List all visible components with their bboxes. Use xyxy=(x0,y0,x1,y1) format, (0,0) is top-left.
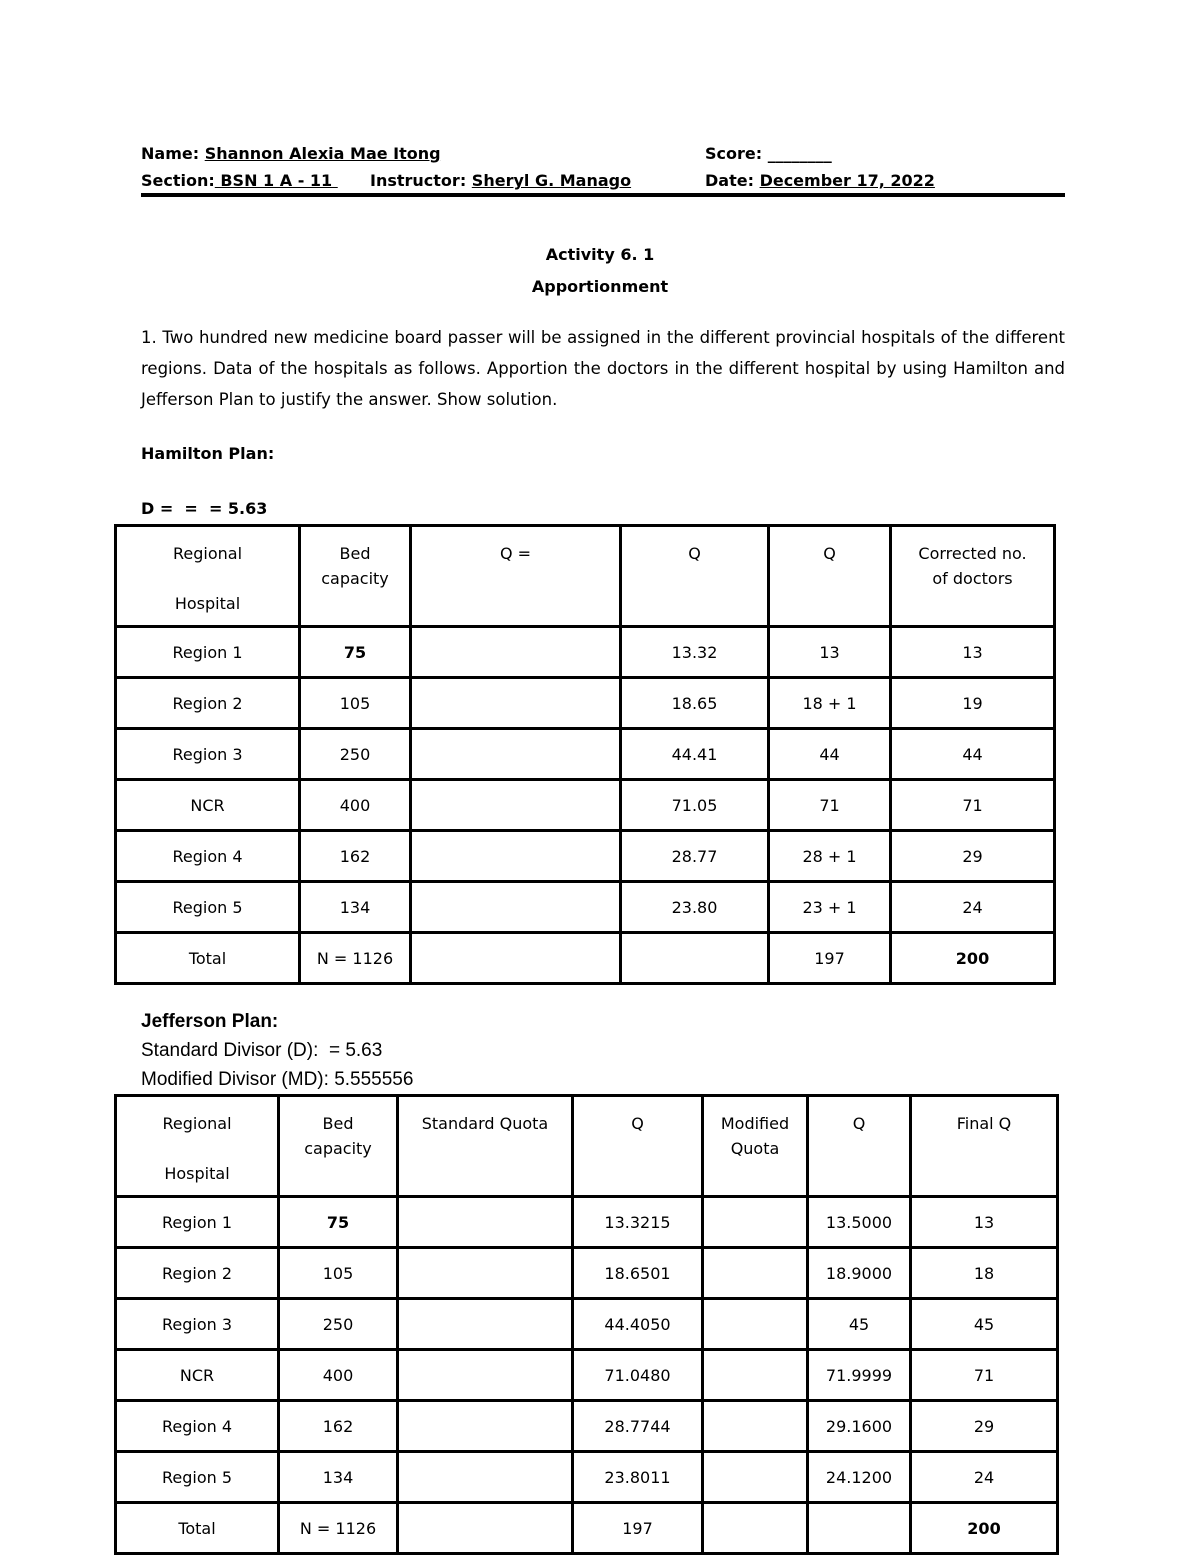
header-cell: Q xyxy=(808,1096,911,1197)
hamilton-heading: Hamilton Plan: xyxy=(141,444,275,463)
cell: 200 xyxy=(911,1503,1058,1554)
cell xyxy=(703,1248,808,1299)
cell xyxy=(703,1197,808,1248)
cell: Region 1 xyxy=(116,1197,279,1248)
cell: 134 xyxy=(300,882,411,933)
cell: NCR xyxy=(116,780,300,831)
header-cell: Bed capacity xyxy=(300,526,411,627)
cell xyxy=(411,831,621,882)
cell: 71.05 xyxy=(621,780,769,831)
hamilton-divisor: D = = = 5.63 xyxy=(141,499,268,518)
cell xyxy=(621,933,769,984)
instructor-line xyxy=(370,171,631,190)
problem-statement: 1. Two hundred new medicine board passer will be assigned in the different provincial hospitals of the different regions. Data of the hospitals as follows. Apportion the doctors in the different hospital by using Hamilton and Jefferson Plan to justify the answer. Show solution. xyxy=(141,328,1065,409)
header-cell: Modified Quota xyxy=(703,1096,808,1197)
instructor-label: Instructor: xyxy=(370,171,467,190)
section-label: Section: xyxy=(141,171,215,190)
table-row xyxy=(116,1248,1058,1299)
cell: 13.5000 xyxy=(808,1197,911,1248)
table-row xyxy=(116,1452,1058,1503)
cell: Region 3 xyxy=(116,729,300,780)
table-row xyxy=(116,627,1055,678)
header-cell: Regional Hospital xyxy=(116,1096,279,1197)
cell xyxy=(398,1503,573,1554)
cell: 18 + 1 xyxy=(769,678,891,729)
cell: 24 xyxy=(891,882,1055,933)
activity-title: Activity 6. 1 xyxy=(545,245,655,264)
cell: Region 3 xyxy=(116,1299,279,1350)
section-line xyxy=(141,171,338,190)
cell: 134 xyxy=(279,1452,398,1503)
cell xyxy=(398,1401,573,1452)
cell xyxy=(398,1350,573,1401)
cell: 23.80 xyxy=(621,882,769,933)
standard-divisor: Standard Divisor (D): = 5.63 xyxy=(141,1040,383,1061)
cell: NCR xyxy=(116,1350,279,1401)
table-row xyxy=(116,1197,1058,1248)
table-row xyxy=(116,1350,1058,1401)
table-row xyxy=(116,831,1055,882)
cell: 24 xyxy=(911,1452,1058,1503)
cell: Region 4 xyxy=(116,831,300,882)
cell: 400 xyxy=(279,1350,398,1401)
table-row xyxy=(116,1299,1058,1350)
cell: 105 xyxy=(300,678,411,729)
table-row xyxy=(116,780,1055,831)
jefferson-header-row xyxy=(116,1096,1058,1197)
cell: 28.77 xyxy=(621,831,769,882)
cell: 105 xyxy=(279,1248,398,1299)
cell: 44 xyxy=(891,729,1055,780)
cell: Total xyxy=(116,933,300,984)
header-cell: Regional Hospital xyxy=(116,526,300,627)
hamilton-table xyxy=(114,524,1056,985)
cell: 44 xyxy=(769,729,891,780)
cell: N = 1126 xyxy=(300,933,411,984)
cell: 28.7744 xyxy=(573,1401,703,1452)
header-cell: Q xyxy=(769,526,891,627)
cell xyxy=(411,882,621,933)
table-row xyxy=(116,882,1055,933)
cell: Region 2 xyxy=(116,1248,279,1299)
cell xyxy=(398,1452,573,1503)
cell xyxy=(703,1452,808,1503)
header-divider xyxy=(141,193,1065,197)
cell: 200 xyxy=(891,933,1055,984)
cell xyxy=(411,780,621,831)
cell: Region 4 xyxy=(116,1401,279,1452)
cell xyxy=(703,1299,808,1350)
hamilton-header-row xyxy=(116,526,1055,627)
cell: 250 xyxy=(300,729,411,780)
jefferson-table xyxy=(114,1094,1059,1555)
cell: 162 xyxy=(300,831,411,882)
name-value: Shannon Alexia Mae Itong xyxy=(204,144,441,163)
cell: 18 xyxy=(911,1248,1058,1299)
cell xyxy=(411,627,621,678)
cell: 197 xyxy=(573,1503,703,1554)
name-label: Name: xyxy=(141,144,200,163)
cell xyxy=(703,1503,808,1554)
cell: Region 1 xyxy=(116,627,300,678)
table-row xyxy=(116,678,1055,729)
cell: 71.9999 xyxy=(808,1350,911,1401)
date-line xyxy=(705,171,935,190)
cell xyxy=(398,1248,573,1299)
cell: 29 xyxy=(911,1401,1058,1452)
score-value: ________ xyxy=(767,144,832,163)
date-value: December 17, 2022 xyxy=(759,171,935,190)
table-row xyxy=(116,729,1055,780)
cell: 23 + 1 xyxy=(769,882,891,933)
cell: 71 xyxy=(891,780,1055,831)
cell: 29.1600 xyxy=(808,1401,911,1452)
cell xyxy=(703,1401,808,1452)
header-cell: Standard Quota xyxy=(398,1096,573,1197)
cell: Region 5 xyxy=(116,882,300,933)
cell: 13.3215 xyxy=(573,1197,703,1248)
cell: 250 xyxy=(279,1299,398,1350)
cell: 400 xyxy=(300,780,411,831)
header-cell: Bed capacity xyxy=(279,1096,398,1197)
cell: 28 + 1 xyxy=(769,831,891,882)
cell: 71.0480 xyxy=(573,1350,703,1401)
header-cell: Q = xyxy=(411,526,621,627)
cell: 44.41 xyxy=(621,729,769,780)
cell: 45 xyxy=(911,1299,1058,1350)
total-row xyxy=(116,933,1055,984)
cell: 71 xyxy=(769,780,891,831)
cell xyxy=(703,1350,808,1401)
cell: 18.9000 xyxy=(808,1248,911,1299)
cell xyxy=(398,1299,573,1350)
instructor-value: Sheryl G. Manago xyxy=(471,171,632,190)
header-cell: Corrected no. of doctors xyxy=(891,526,1055,627)
table-row xyxy=(116,1401,1058,1452)
section-value: BSN 1 A - 11 xyxy=(214,171,338,190)
cell: 13.32 xyxy=(621,627,769,678)
cell xyxy=(808,1503,911,1554)
cell: 45 xyxy=(808,1299,911,1350)
cell: 71 xyxy=(911,1350,1058,1401)
cell: N = 1126 xyxy=(279,1503,398,1554)
cell: 24.1200 xyxy=(808,1452,911,1503)
cell: 13 xyxy=(769,627,891,678)
cell: 75 xyxy=(279,1197,398,1248)
header-cell: Q xyxy=(621,526,769,627)
score-label: Score: xyxy=(705,144,763,163)
cell: 162 xyxy=(279,1401,398,1452)
date-label: Date: xyxy=(705,171,754,190)
activity-subtitle: Apportionment xyxy=(531,277,669,296)
cell xyxy=(398,1197,573,1248)
cell: 13 xyxy=(891,627,1055,678)
total-row xyxy=(116,1503,1058,1554)
cell xyxy=(411,729,621,780)
modified-divisor: Modified Divisor (MD): 5.555556 xyxy=(141,1069,414,1090)
name-line xyxy=(141,144,441,163)
score-line xyxy=(705,144,832,163)
cell: Region 2 xyxy=(116,678,300,729)
cell: 29 xyxy=(891,831,1055,882)
cell: 13 xyxy=(911,1197,1058,1248)
cell: Total xyxy=(116,1503,279,1554)
cell xyxy=(411,678,621,729)
header-cell: Q xyxy=(573,1096,703,1197)
cell xyxy=(411,933,621,984)
header-cell: Final Q xyxy=(911,1096,1058,1197)
cell: Region 5 xyxy=(116,1452,279,1503)
cell: 197 xyxy=(769,933,891,984)
cell: 23.8011 xyxy=(573,1452,703,1503)
cell: 75 xyxy=(300,627,411,678)
cell: 18.65 xyxy=(621,678,769,729)
cell: 44.4050 xyxy=(573,1299,703,1350)
cell: 18.6501 xyxy=(573,1248,703,1299)
cell: 19 xyxy=(891,678,1055,729)
jefferson-heading: Jefferson Plan: xyxy=(141,1011,279,1032)
